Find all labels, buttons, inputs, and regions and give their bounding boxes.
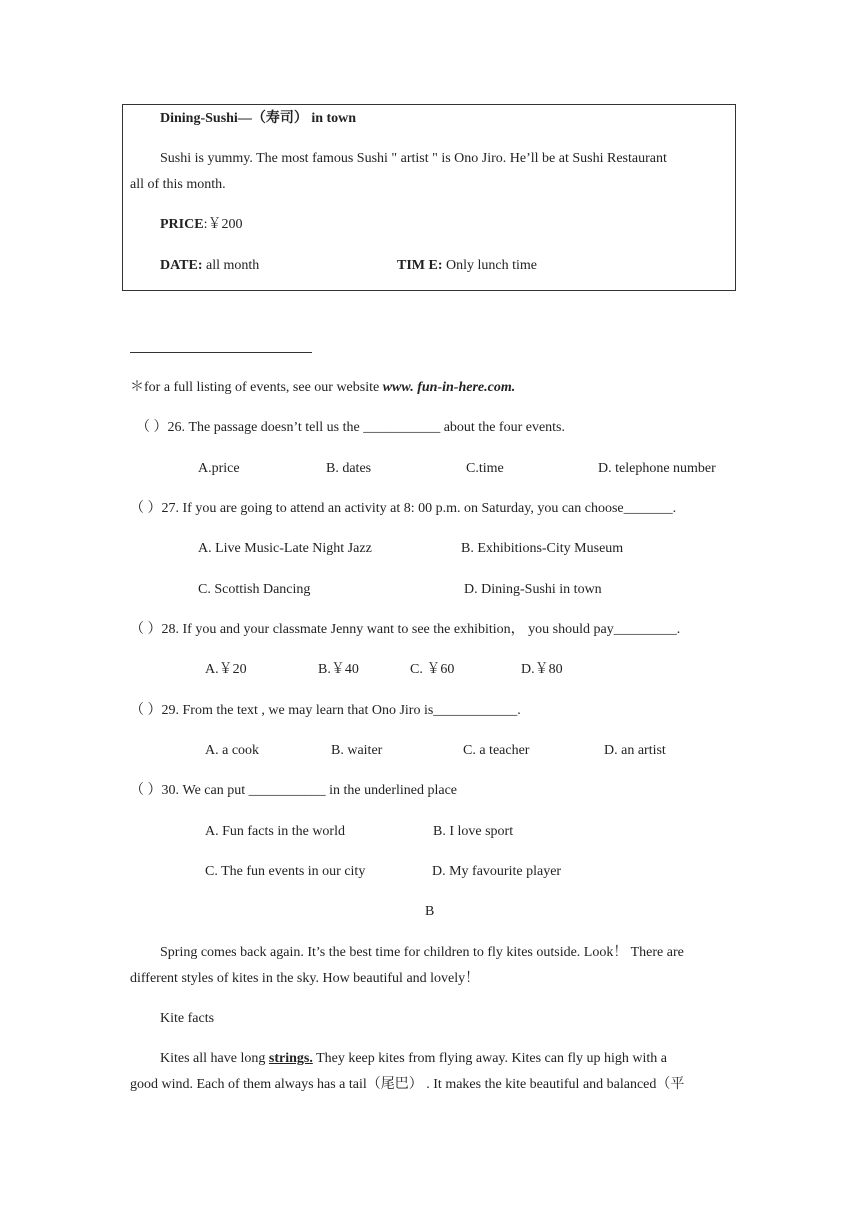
question-29-stem: （ ）29. From the text , we may learn that Ono Jiro is____________. — [130, 703, 521, 718]
kite-facts-subheading: Kite facts — [160, 1011, 215, 1026]
question-30-option-c: C. The fun events in our city — [205, 864, 366, 879]
price-label: PRICE — [160, 217, 204, 232]
question-30-option-b: B. I love sport — [433, 824, 514, 839]
website-url: www. fun-in-here.com. — [382, 380, 516, 395]
ad-description-line2: all of this month. — [130, 177, 226, 192]
question-29-option-d: D. an artist — [604, 743, 666, 758]
section-b-paragraph1-line1: Spring comes back again. It’s the best time for children to fly kites outside. Look！ There are — [160, 945, 684, 960]
divider-line — [130, 352, 312, 353]
question-27-option-a: A. Live Music-Late Night Jazz — [198, 541, 372, 556]
section-b-paragraph2-line2: good wind. Each of them always has a tail（尾巴） . It makes the kite beautiful and balanced（平 — [130, 1077, 685, 1092]
question-26-option-c: C.time — [466, 461, 504, 476]
question-26-option-a: A.price — [198, 461, 240, 476]
website-prefix: ＊for a full listing of events, see our website — [130, 380, 383, 395]
question-27-option-c: C. Scottish Dancing — [198, 582, 311, 597]
question-28-option-a: A.￥20 — [205, 662, 247, 677]
question-28-option-c: C. ￥60 — [410, 662, 455, 677]
question-29-option-c: C. a teacher — [463, 743, 530, 758]
question-30-option-d: D. My favourite player — [432, 864, 562, 879]
date-value: all month — [206, 258, 260, 273]
question-29-option-a: A. a cook — [205, 743, 260, 758]
section-b-paragraph1-line2: different styles of kites in the sky. How beautiful and lovely！ — [130, 971, 480, 986]
question-27-option-d: D. Dining-Sushi in town — [464, 582, 602, 597]
para2-start: Kites all have long — [160, 1051, 269, 1066]
question-27-option-b: B. Exhibitions-City Museum — [461, 541, 624, 556]
question-26-option-d: D. telephone number — [598, 461, 716, 476]
para2-end: They keep kites from flying away. Kites can fly up high with a — [312, 1051, 668, 1066]
website-note — [130, 379, 515, 397]
time-value: Only lunch time — [446, 258, 537, 273]
question-26-stem: （ ）26. The passage doesn’t tell us the ___________ about the four events. — [136, 420, 565, 435]
question-30-stem: （ ）30. We can put ___________ in the underlined place — [130, 783, 458, 798]
date-label: DATE: — [160, 258, 203, 273]
ad-time — [397, 257, 537, 275]
section-b-paragraph2-line1 — [160, 1050, 667, 1068]
ad-title: Dining-Sushi—（寿司） in town — [160, 111, 357, 126]
question-28-stem: （ ）28. If you and your classmate Jenny want to see the exhibition， you should pay_________. — [130, 622, 681, 637]
underlined-word-strings: strings. — [268, 1051, 313, 1066]
question-28-option-d: D.￥80 — [521, 662, 563, 677]
price-value: :￥200 — [203, 217, 243, 232]
question-26-option-b: B. dates — [326, 461, 372, 476]
section-b-heading: B — [425, 904, 435, 919]
ad-date — [160, 257, 259, 275]
ad-price — [160, 216, 242, 234]
time-label: TIM E: — [397, 258, 443, 273]
question-30-option-a: A. Fun facts in the world — [205, 824, 345, 839]
question-27-stem: （ ）27. If you are going to attend an activity at 8: 00 p.m. on Saturday, you can choose_______. — [130, 501, 677, 516]
question-29-option-b: B. waiter — [331, 743, 383, 758]
ad-description-line1: Sushi is yummy. The most famous Sushi " artist " is Ono Jiro. He’ll be at Sushi Restaurant — [160, 151, 667, 166]
question-28-option-b: B.￥40 — [318, 662, 359, 677]
